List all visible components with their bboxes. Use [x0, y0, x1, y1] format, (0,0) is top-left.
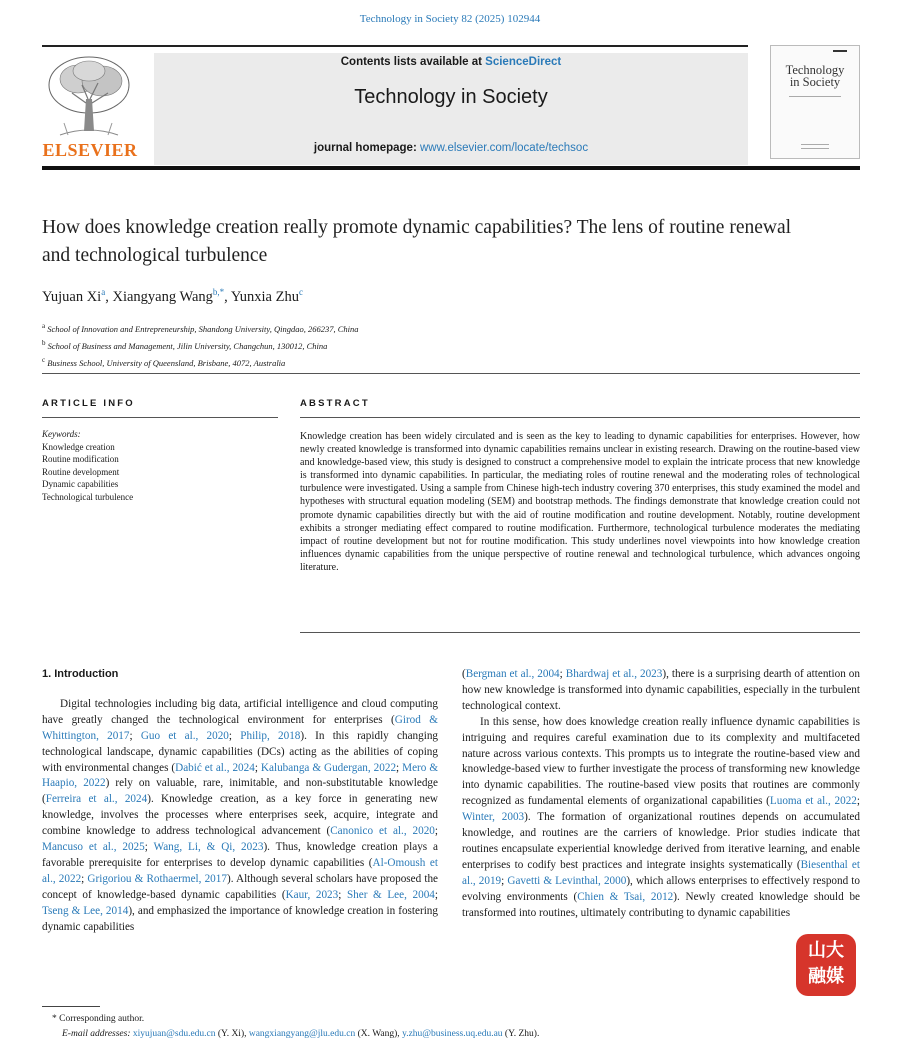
section-heading: 1. Introduction: [42, 668, 119, 680]
watermark-badge: [796, 934, 856, 996]
citation-link[interactable]: Tseng & Lee, 2014: [42, 904, 129, 917]
citation-link[interactable]: Dabić et al., 2024: [175, 761, 255, 774]
contents-prefix: Contents lists available at: [340, 56, 486, 68]
cover-rule: [801, 144, 829, 145]
citation-link[interactable]: Kalubanga & Gudergan, 2022: [260, 761, 397, 774]
corresponding-author-note: * Corresponding author.: [52, 1014, 145, 1024]
paper-title: How does knowledge creation really promote dynamic capabilities? The lens of routine renewal and technological turbulence: [42, 217, 792, 266]
sciencedirect-link[interactable]: ScienceDirect: [485, 56, 562, 68]
email-label: E-mail addresses:: [62, 1029, 131, 1039]
affiliation-list: [42, 319, 359, 369]
author-affiliation-marker[interactable]: c: [298, 287, 303, 297]
email-addresses: E-mail addresses: xiyujuan@sdu.edu.cn (Y. Xi), wangxiangyang@jlu.edu.cn (X. Wang), y.zhu@business.uq.edu.au (Y. Zhu).: [62, 1029, 540, 1039]
email-link[interactable]: y.zhu@business.uq.edu.au: [402, 1029, 503, 1039]
watermark-line: 山大: [808, 940, 844, 961]
masthead-bottom-rule: [42, 166, 860, 170]
keyword: Routine development: [42, 466, 120, 477]
email-link[interactable]: wangxiangyang@jlu.edu.cn: [248, 1029, 356, 1039]
citation-link[interactable]: Biesenthal et al., 2019: [462, 858, 860, 887]
citation-link[interactable]: Bhardwaj et al., 2023: [565, 668, 663, 680]
cover-rule: [801, 148, 829, 149]
citation-link[interactable]: Girod & Whittington, 2017: [42, 713, 439, 742]
author-name: Xiangyang Wang: [112, 288, 213, 305]
homepage-link[interactable]: www.elsevier.com/locate/techsoc: [419, 142, 589, 154]
intro-right-column: [462, 667, 860, 922]
citation-link[interactable]: Sher & Lee, 2004: [346, 888, 435, 901]
author-affiliation-marker[interactable]: a: [101, 287, 106, 297]
citation-link[interactable]: Mancuso et al., 2025: [42, 841, 145, 854]
intro-paragraph: (Bergman et al., 2004; Bhardwaj et al., 2023), there is a surprising dearth of attention on how new knowledge is transformed into dynamic capabilities, especially in the turbulent technological context.: [462, 668, 860, 712]
author-name: Yunxia Zhu: [230, 288, 299, 305]
abstract-text: Knowledge creation has been widely circulated and is seen as the key to leading to dynamic capabilities for enterprises. However, how newly created knowledge is transformed into dynamic capabilities remains unclear in existing research. Drawing on the routine-based view and knowledge-based view, this study is designed to construct a comprehensive model to explain the intricate process that new knowledge is transformed into dynamic capabilities. In particular, the mediating roles of routine renewal and the moderating roles of technological turbulence were investigated. Using a sample from Chinese high-tech industry covering 370 enterprises, this study examined the model and hypotheses with structural equation modeling (SEM) and bootstrap methods. The findings demonstrate that knowledge creation could not promote dynamic capabilities directly but with the aid of routine modification and routine development. Notably, routine development exhibits a stronger mediating effect compared to routine modification. Furthermore, technological turbulence moderates the mediating impact of routine development but not for routine modification. This study underlines novel viewpoints into how knowledge creation influences dynamic capabilities from the unique perspective of routine renewal and technological turbulence, which advances ongoing literature.: [300, 431, 860, 573]
journal-title: Technology in Society: [354, 86, 548, 108]
author-name: Yujuan Xi: [42, 288, 102, 305]
homepage-line: [154, 142, 748, 154]
section-rule: [42, 417, 278, 418]
affiliation: $^b$ School of Business and Management, Jilin University, Changchun, 130012, China: [42, 338, 328, 351]
affiliation: $^c$ Business School, University of Queensland, Brisbane, 4072, Australia: [42, 355, 286, 368]
masthead-top-rule: [42, 45, 748, 47]
keyword: Routine modification: [42, 454, 119, 464]
citation-link[interactable]: Winter, 2003: [462, 811, 525, 824]
citation-link[interactable]: Kaur, 2023: [285, 888, 339, 901]
citation-link[interactable]: Canonico et al., 2020: [330, 825, 435, 838]
citation-link[interactable]: Mero & Haapio, 2022: [42, 761, 439, 790]
cover-rule: [789, 96, 841, 97]
article-info-heading: ARTICLE INFO: [42, 398, 135, 409]
keywords-label: Keywords:: [42, 429, 81, 439]
keywords-block: [42, 428, 133, 503]
homepage-prefix: journal homepage:: [313, 142, 420, 154]
cover-title-line2: in Society: [789, 75, 841, 89]
contents-line: [154, 56, 748, 68]
keyword: Knowledge creation: [42, 441, 115, 452]
author-affiliation-marker[interactable]: b,*: [212, 287, 225, 297]
abstract-heading: ABSTRACT: [300, 398, 370, 409]
citation-link[interactable]: Bergman et al., 2004: [465, 668, 560, 680]
intro-paragraph: Digital technologies including big data, artificial intelligence and cloud computing have greatly changed the technological environment for enterprises (Girod & Whittington, 2017; Guo et al., 2020; Philip, 2018). In this rapidly changing technological landscape, dynamic capabilities (DCs) acting as the abilities of coping with environmental changes (Dabić et al., 2024; Kalubanga & Gudergan, 2022; Mero & Haapio, 2022) rely on valuable, rare, inimitable, and non-substitutable knowledge (Ferreira et al., 2024). Knowledge creation, as a key force in generating new knowledge, involves the processes where enterprises seek, acquire, integrate and combine knowledge to address technological advancement (Canonico et al., 2020; Mancuso et al., 2025; Wang, Li, & Qi, 2023). Thus, knowledge creation plays a favorable prerequisite for enterprises to develop dynamic capabilities (Al-Omoush et al., 2022; Grigoriou & Rothaermel, 2017). Although several scholars have proposed the concept of knowledge-based dynamic capabilities (Kaur, 2023; Sher & Lee, 2004; Tseng & Lee, 2014), and emphasized the importance of knowledge creation in fostering dynamic capabilities: [42, 697, 439, 933]
cover-title-line1: Technology: [785, 63, 845, 77]
cover-title: [771, 64, 859, 88]
publisher-name: ELSEVIER: [42, 140, 138, 160]
citation-link[interactable]: Grigoriou & Rothaermel, 2017: [87, 872, 227, 885]
masthead: [42, 45, 860, 163]
section-rule: [300, 417, 860, 418]
citation-link[interactable]: Al-Omoush et al., 2022: [42, 856, 439, 885]
watermark-line: 融媒: [808, 966, 844, 987]
citation-link[interactable]: Ferreira et al., 2024: [45, 793, 148, 806]
section-rule: [42, 373, 860, 374]
citation-link[interactable]: Gavetti & Levinthal, 2000: [507, 874, 627, 887]
citation-link[interactable]: Chien & Tsai, 2012: [577, 890, 674, 903]
journal-citation[interactable]: Technology in Society 82 (2025) 102944: [359, 13, 541, 25]
email-link[interactable]: xiyujuan@sdu.edu.cn: [132, 1029, 216, 1039]
cover-mark: [833, 50, 847, 52]
keyword: Technological turbulence: [42, 491, 134, 502]
citation-link[interactable]: Wang, Li, & Qi, 2023: [153, 841, 264, 854]
affiliation: $^a$ School of Innovation and Entrepreneurship, Shandong University, Qingdao, 266237, China: [42, 322, 359, 334]
citation-link[interactable]: Guo et al., 2020: [140, 729, 229, 742]
author-list: Yujuan Xi$^a$, Xiangyang Wang$^{b,*}$, Yunxia Zhu$^c$: [42, 287, 303, 305]
intro-left-column: [42, 667, 438, 936]
citation-link[interactable]: Philip, 2018: [240, 729, 301, 742]
keyword: Dynamic capabilities: [42, 479, 119, 489]
footnotes: [52, 1012, 539, 1042]
intro-paragraph: In this sense, how does knowledge creation really influence dynamic capabilities is intriguing and requires careful examination due to its complexity and multifaceted nature across various contexts. This prompts us to integrate the routine-based view and knowledge-based view to further investigate the process of transforming new knowledge into dynamic capabilities. The routine-based view posits that routines are commonly recognized as fundamental elements of organizational capabilities (Luoma et al., 2022; Winter, 2003). The formation of organizational routines depends on accumulated knowledge, and routines are the carriers of knowledge. Prior studies indicate that routines encapsulate experiential knowledge derived from iterative learning, and enable enterprises to codify best practices and integrate insights systematically (Biesenthal et al., 2019; Gavetti & Levinthal, 2000), which allows enterprises to effectively respond to evolving environments (Chien & Tsai, 2012). Newly created knowledge should be transformed into routines, ultimately contributing to dynamic capabilities: [462, 715, 860, 919]
journal-cover-thumbnail[interactable]: [770, 45, 860, 159]
footnote-rule: [42, 1006, 100, 1007]
citation-link[interactable]: Luoma et al., 2022: [769, 795, 857, 808]
section-rule: [300, 632, 860, 633]
masthead-banner: [154, 53, 748, 165]
